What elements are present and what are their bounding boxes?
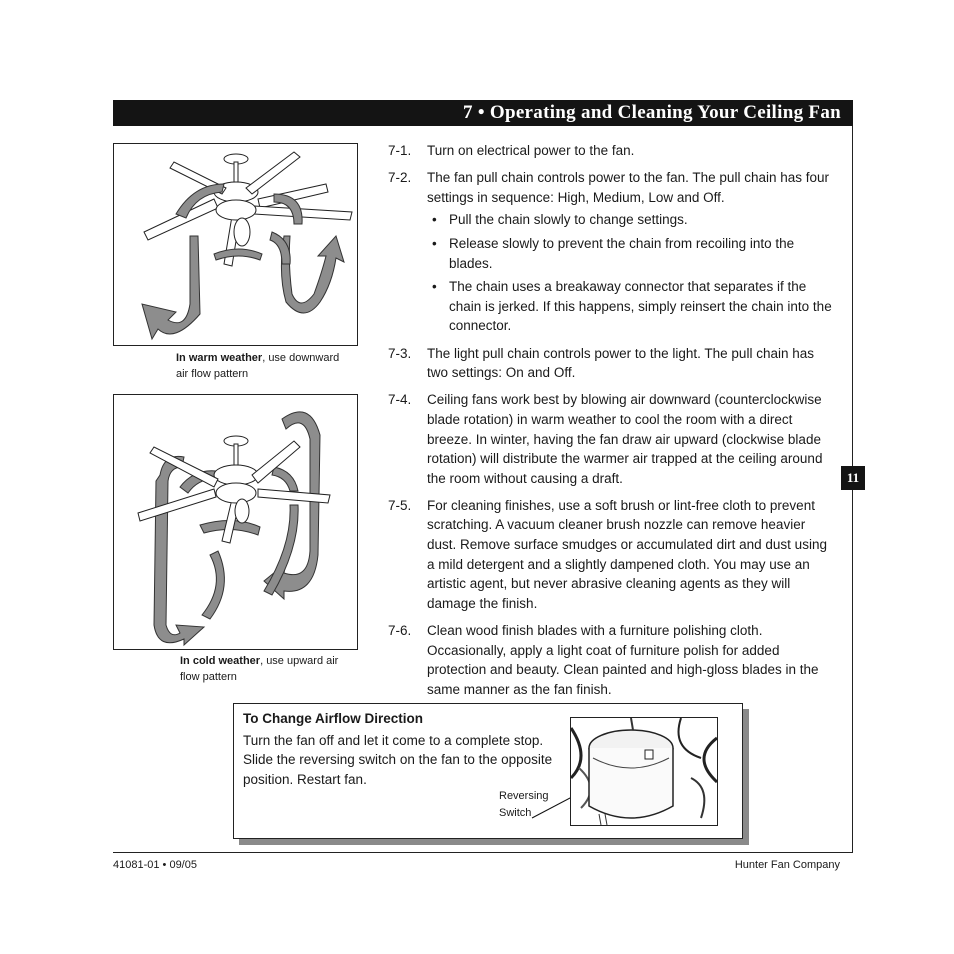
step-text: Clean wood finish blades with a furniture polishing cloth. Occasionally, apply a light coat of furniture polish for added protection and beauty. Clean painted and high-gloss blades in the same manner as the fan finish. <box>427 623 819 697</box>
cold-caption-bold: In cold weather <box>180 655 261 667</box>
bullet-text: Pull the chain slowly to change settings. <box>449 212 688 228</box>
warm-weather-caption <box>176 350 346 382</box>
label-line-2: Switch <box>499 807 532 819</box>
step-text: The fan pull chain controls power to the fan. The pull chain has four settings in sequence: High, Medium, Low and Off. <box>427 170 829 205</box>
bullet-text: Release slowly to prevent the chain from recoiling into the blades. <box>449 235 795 271</box>
step-number: 7-6. <box>388 623 412 639</box>
cold-caption-text: , use upward air flow pattern <box>180 655 339 683</box>
step-number: 7-1. <box>388 143 412 158</box>
document-number: 41081-01 • 09/05 <box>113 859 197 871</box>
step-number: 7-4. <box>388 392 412 408</box>
step-text: For cleaning finishes, use a soft brush or lint-free cloth to prevent scratching. A vacuum cleaner brush nozzle can remove heavier dust. Remove surface smudges or accumulated dirt and dust using a mild detergent and a slightly dampened cloth. You may use an artistic agent, but never abrasive cleaning agents as they will damage the finish. <box>427 497 827 611</box>
step-7-2 <box>388 168 838 336</box>
page-number-tab: 11 <box>841 466 865 490</box>
step-number: 7-5. <box>388 497 412 513</box>
step-text: Ceiling fans work best by blowing air downward (counterclockwise blade rotation) in warm weather to cool the room with a direct breeze. In winter, having the fan draw air upward (clockwise blade rotation) will distribute the warmer air trapped at the ceiling around the room without causing a draft. <box>427 392 823 486</box>
bullet-item <box>427 210 838 230</box>
step-number: 7-3. <box>388 345 412 361</box>
pull-chain-bullets <box>427 210 838 336</box>
step-7-6 <box>388 621 838 699</box>
airflow-box-instructions: Turn the fan off and let it come to a complete stop. Slide the reversing switch on the fan to the opposite position. Restart fan. <box>243 733 553 787</box>
label-line-1: Reversing <box>499 790 549 802</box>
step-7-4 <box>388 390 838 488</box>
cold-weather-airflow-illustration <box>113 394 358 650</box>
operating-steps-list <box>388 141 838 707</box>
step-7-1 <box>388 141 838 161</box>
reversing-switch-photo <box>570 717 718 826</box>
change-airflow-direction-box <box>233 703 743 839</box>
airflow-box-title: To Change Airflow Direction <box>243 711 424 726</box>
warm-weather-airflow-illustration <box>113 143 358 346</box>
bullet-dot-icon: • <box>432 212 437 228</box>
bullet-item <box>427 277 838 336</box>
warm-caption-text: , use downward air flow pattern <box>176 352 340 380</box>
company-name: Hunter Fan Company <box>734 859 840 871</box>
warm-caption-bold: In warm weather <box>176 352 263 364</box>
step-7-5 <box>388 496 838 614</box>
bullet-dot-icon: • <box>432 235 437 251</box>
bullet-dot-icon: • <box>432 279 437 295</box>
step-number: 7-2. <box>388 170 412 186</box>
step-text: Turn on electrical power to the fan. <box>427 143 635 158</box>
bullet-item <box>427 234 838 273</box>
section-title: 7 • Operating and Cleaning Your Ceiling Fan <box>463 102 841 123</box>
section-header-bar <box>113 100 853 126</box>
step-7-3 <box>388 344 838 383</box>
cold-weather-caption <box>180 653 355 685</box>
step-text: The light pull chain controls power to the light. The pull chain has two settings: On and Off. <box>427 345 814 381</box>
bottom-border-rule <box>113 852 853 853</box>
bullet-text: The chain uses a breakaway connector that separates if the chain is jerked. If this happens, simply reinsert the chain into the connector. <box>449 279 832 334</box>
